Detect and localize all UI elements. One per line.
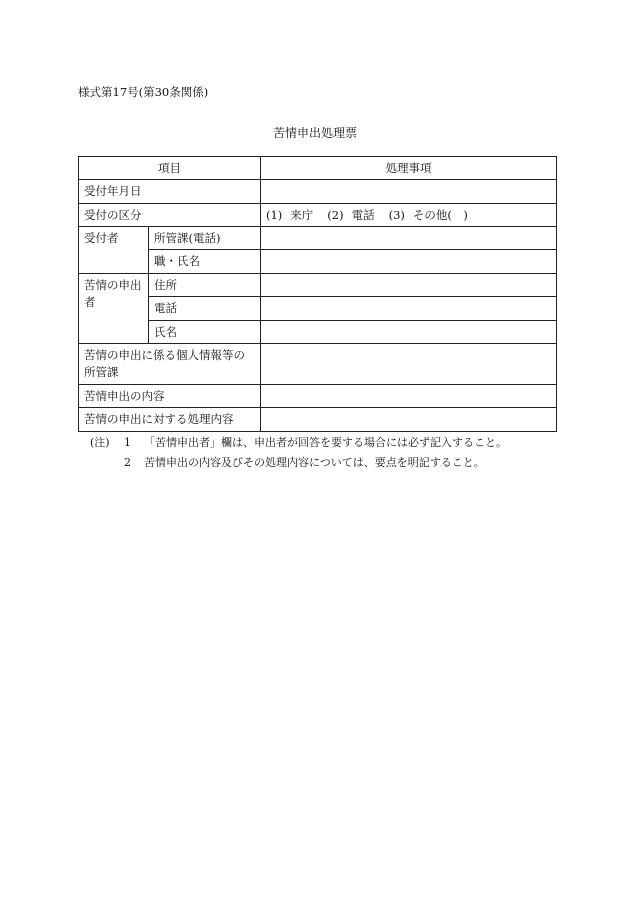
field-related-dept[interactable] — [261, 344, 557, 385]
option-visit[interactable]: 来庁 — [290, 207, 314, 222]
field-receiver-dept[interactable] — [261, 227, 557, 250]
label-related-dept: 苦情の申出に係る個人情報等の所管課 — [79, 344, 261, 385]
field-complaint-content[interactable] — [261, 385, 557, 408]
notes-label: (注) — [90, 436, 110, 449]
label-complaint-content: 苦情申出の内容 — [79, 385, 261, 408]
note-number: 2 — [124, 456, 131, 469]
row-related-dept — [79, 344, 557, 385]
col-header-item: 項目 — [79, 157, 261, 180]
label-receiver-dept: 所管課(電話) — [149, 227, 261, 250]
label-complainant-address: 住所 — [149, 274, 261, 297]
row-complainant-address — [79, 274, 557, 297]
col-header-processing: 処理事項 — [261, 157, 557, 180]
row-reception-type — [79, 204, 557, 227]
note-item — [90, 453, 507, 473]
row-complainant-name — [79, 321, 557, 344]
option-number-1: (1) — [266, 207, 283, 222]
field-receiver-name[interactable] — [261, 250, 557, 274]
complaint-form-table — [78, 156, 557, 432]
field-reception-type[interactable] — [261, 204, 557, 227]
field-complainant-phone[interactable] — [261, 297, 557, 321]
field-response-content[interactable] — [261, 408, 557, 432]
document-title: 苦情申出処理票 — [272, 126, 357, 140]
row-receiver-name — [79, 250, 557, 274]
label-receiver-name: 職・氏名 — [149, 250, 261, 274]
field-reception-date[interactable] — [261, 180, 557, 204]
field-complainant-name[interactable] — [261, 321, 557, 344]
label-response-content: 苦情の申出に対する処理内容 — [79, 408, 261, 432]
option-number-3: (3) — [388, 207, 405, 222]
note-item — [90, 433, 507, 453]
header-row — [79, 157, 557, 180]
label-complainant-phone: 電話 — [149, 297, 261, 321]
row-response-content — [79, 408, 557, 432]
row-receiver-dept — [79, 227, 557, 250]
label-reception-type: 受付の区分 — [79, 204, 261, 227]
note-number: 1 — [124, 436, 131, 449]
row-complaint-content — [79, 385, 557, 408]
option-phone[interactable]: 電話 — [351, 207, 375, 222]
label-complainant: 苦情の申出者 — [79, 274, 149, 344]
row-reception-date — [79, 180, 557, 204]
form-number: 様式第17号(第30条関係) — [78, 85, 209, 99]
note-text: 「苦情申出者」欄は、申出者が回答を要する場合には必ず記入すること。 — [144, 436, 507, 449]
field-complainant-address[interactable] — [261, 274, 557, 297]
note-text: 苦情申出の内容及びその処理内容については、要点を明記すること。 — [144, 456, 485, 469]
option-other[interactable]: その他( ) — [412, 207, 468, 222]
label-reception-date: 受付年月日 — [79, 180, 261, 204]
label-receiver: 受付者 — [79, 227, 149, 274]
notes — [90, 433, 507, 473]
label-complainant-name: 氏名 — [149, 321, 261, 344]
row-complainant-phone — [79, 297, 557, 321]
option-number-2: (2) — [327, 207, 344, 222]
